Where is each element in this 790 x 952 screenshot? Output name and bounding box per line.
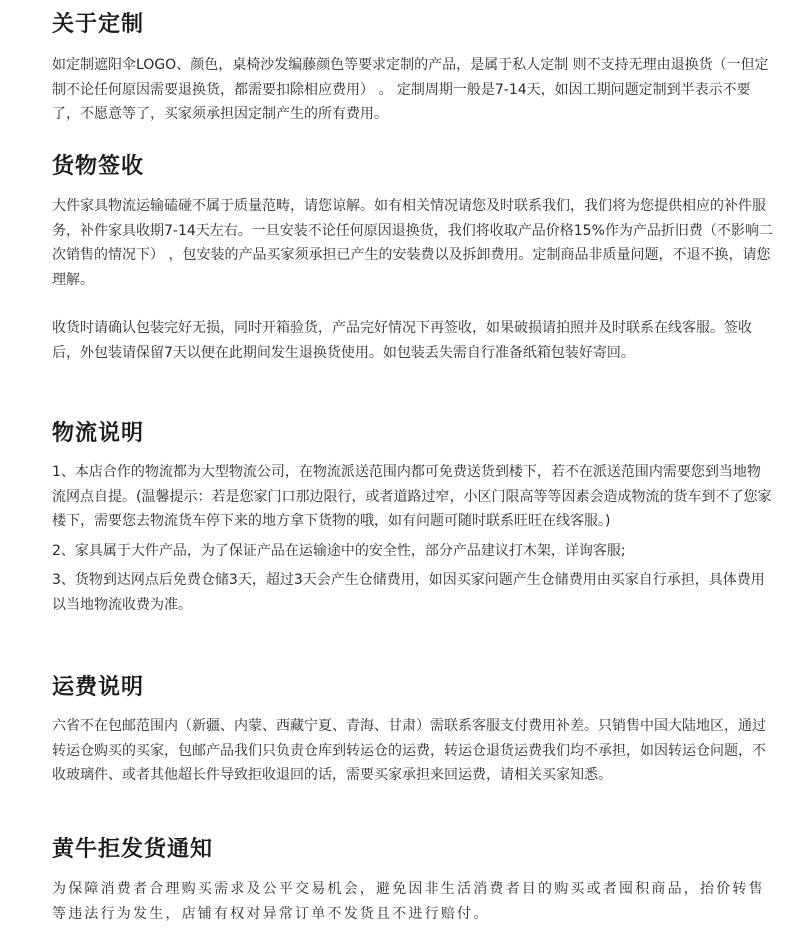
section-heading-shipping-fee: 运费说明 bbox=[52, 675, 145, 700]
section-logistics bbox=[52, 421, 774, 617]
section-heading-scalper-notice: 黄牛拒发货通知 bbox=[52, 837, 214, 862]
receipt-paragraph-2: 收货时请确认包装完好无损，同时开箱验货，产品完好情况下再签收，如果破损请拍照并及时联系在线客服。签收后，外包装请保留7天以便在此期间发生退换货使用。如包装丢失需自行准备纸箱包装好寄回。 bbox=[52, 320, 752, 361]
section-scalper-notice bbox=[52, 837, 774, 927]
logistics-item-2: 2、家具属于大件产品，为了保证产品在运输途中的安全性，部分产品建议打木架，详询客服; bbox=[52, 542, 626, 559]
section-heading-logistics: 物流说明 bbox=[52, 421, 145, 446]
custom-paragraph: 如定制遮阳伞LOGO、颜色，桌椅沙发编藤颜色等要求定制的产品，是属于私人定制 则不支持无理由退换货（一但定制不论任何原因需要退换货，都需要扣除相应费用） 。 定制周期一般是7-14天，如因工期问题定制到半表示不要了，不愿意等了，买家须承担因定制产生的所有费用。 bbox=[52, 57, 769, 122]
section-receipt bbox=[52, 154, 774, 365]
section-heading-custom: 关于定制 bbox=[52, 12, 145, 37]
scalper-notice-paragraph: 为保障消费者合理购买需求及公平交易机会，避免因非生活消费者目的购买或者囤积商品，抬价转售等违法行为发生，店铺有权对异常订单不发货且不进行赔付。 bbox=[52, 881, 765, 922]
section-heading-receipt: 货物签收 bbox=[52, 154, 145, 179]
section-custom bbox=[52, 12, 774, 127]
logistics-item-1: 1、本店合作的物流都为大型物流公司，在物流派送范围内都可免费送货到楼下，若不在派送范围内需要您到当地物流网点自提。(温馨提示：若是您家门口那边限行，或者道路过窄，小区门限高等等因素会造成物流的货车到不了您家楼下，需要您去物流货车停下来的地方拿下货物的哦，如有问题可随时联系旺旺在线客服。) bbox=[52, 464, 772, 529]
section-shipping-fee bbox=[52, 675, 774, 788]
logistics-item-3: 3、货物到达网点后免费仓储3天，超过3天会产生仓储费用，如因买家问题产生仓储费用由买家自行承担，具体费用以当地物流收费为准。 bbox=[52, 572, 765, 613]
receipt-paragraph-1: 大件家具物流运输磕碰不属于质量范畴，请您谅解。如有相关情况请您及时联系我们，我们将为您提供相应的补件服务，补件家具收期7-14天左右。一旦安装不论任何原因退换货，我们将收取产品价格15%作为产品折旧费（不影响二次销售的情况下） ，包安装的产品买家须承担已产生的安装费以及拆卸费用。定制商品非质量问题，不退不换，请您理解。 bbox=[52, 198, 773, 288]
shipping-fee-paragraph: 六省不在包邮范围内（新疆、内蒙、西藏宁夏、青海、甘肃）需联系客服支付费用补差。只销售中国大陆地区，通过转运仓购买的买家，包邮产品我们只负责仓库到转运仓的运费，转运仓退货运费我们均不承担，如因转运仓问题，不收玻璃件、或者其他超长件导致拒收退回的话，需要买家承担来回运费，请相关买家知悉。 bbox=[52, 718, 766, 783]
